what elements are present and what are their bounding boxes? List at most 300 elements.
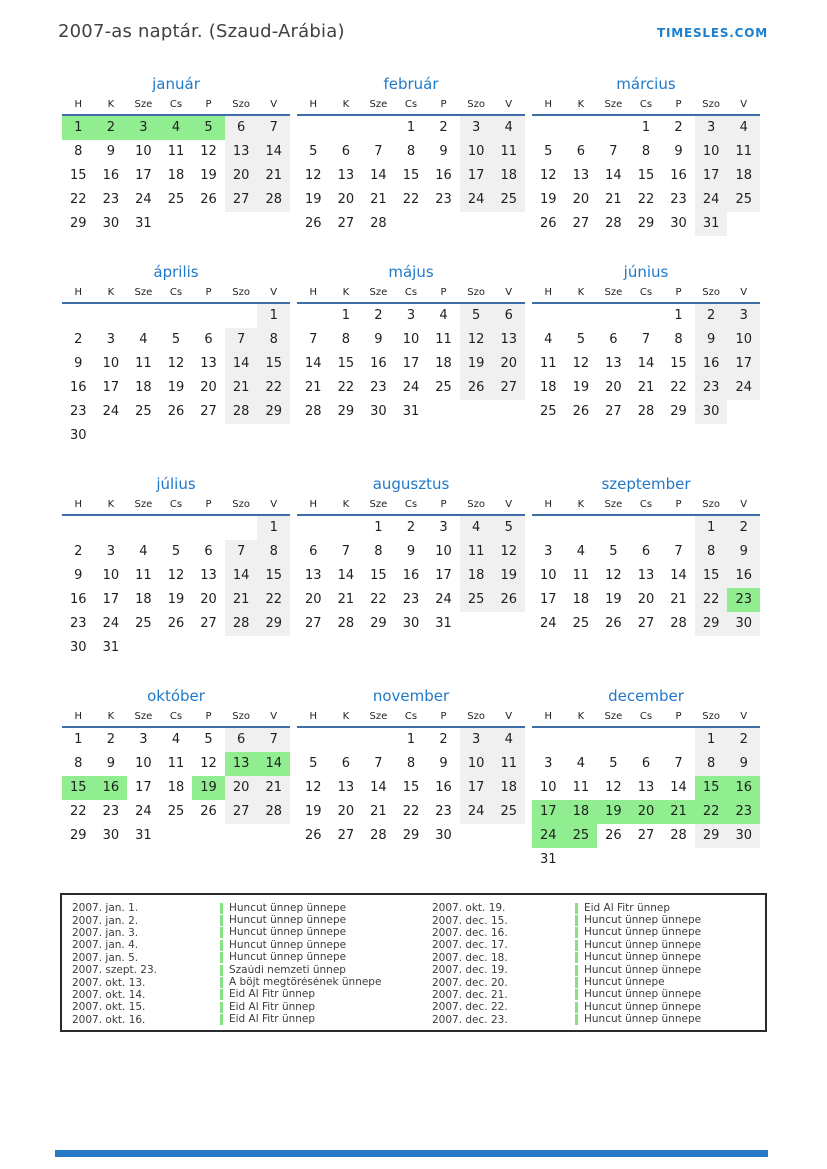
holiday-day-cell: 4 — [160, 116, 193, 140]
day-cell: 10 — [460, 140, 493, 164]
month-calendar-május — [297, 262, 525, 424]
legend-date: 2007. dec. 18. — [432, 951, 508, 964]
day-cell: 12 — [492, 540, 525, 564]
day-cell: 13 — [572, 168, 590, 183]
brand-link[interactable]: TIMESLES.COM — [656, 26, 768, 40]
day-cell — [127, 636, 160, 660]
day-cell: 16 — [727, 564, 760, 588]
month-title[interactable]: február — [383, 75, 439, 93]
day-cell: 30 — [370, 404, 387, 419]
day-cell: 3 — [439, 520, 448, 535]
week-row — [532, 376, 760, 400]
day-cell: 11 — [572, 780, 590, 795]
holiday-day-cell: 15 — [62, 776, 95, 800]
day-cell: 4 — [492, 728, 525, 752]
legend-date: 2007. dec. 15. — [432, 914, 508, 927]
day-cell: 6 — [341, 756, 350, 771]
week-row — [62, 164, 290, 188]
weekday-header: Szo — [232, 287, 250, 298]
legend-row — [72, 964, 765, 976]
day-cell: 11 — [727, 140, 760, 164]
weekday-header: H — [74, 99, 83, 110]
day-cell: 16 — [70, 380, 87, 395]
day-cell: 27 — [200, 404, 217, 419]
day-cell: 30 — [402, 616, 420, 631]
day-cell: 21 — [605, 192, 622, 207]
week-row — [532, 800, 760, 824]
day-cell: 9 — [727, 752, 760, 776]
legend-label: Huncut ünnep ünnepe — [575, 952, 765, 963]
day-cell: 20 — [605, 380, 622, 395]
day-cell: 12 — [540, 168, 557, 183]
day-cell: 12 — [460, 328, 493, 352]
month-title[interactable]: március — [616, 75, 676, 93]
week-row — [62, 400, 290, 424]
day-cell: 6 — [204, 544, 213, 559]
holiday-day-cell: 5 — [192, 116, 225, 140]
week-row — [62, 752, 290, 776]
day-cell: 11 — [135, 356, 152, 371]
week-row — [297, 516, 525, 540]
day-cell: 12 — [167, 356, 185, 371]
day-cell: 28 — [257, 800, 290, 824]
weekday-header: Cs — [404, 499, 418, 510]
day-cell: 10 — [102, 568, 120, 583]
day-cell: 22 — [257, 588, 290, 612]
day-cell: 5 — [204, 732, 213, 747]
day-cell: 19 — [305, 192, 322, 207]
day-cell: 17 — [402, 356, 420, 371]
legend-row — [72, 939, 765, 951]
month-title[interactable]: augusztus — [372, 475, 450, 493]
month-title[interactable]: október — [147, 687, 205, 705]
day-cell: 12 — [605, 568, 622, 583]
day-cell: 14 — [670, 568, 687, 583]
day-cell: 11 — [540, 356, 557, 371]
weekday-header: K — [577, 99, 585, 110]
day-cell: 5 — [609, 544, 618, 559]
weekday-header: Sze — [604, 287, 623, 298]
day-cell: 31 — [402, 404, 420, 419]
weekday-header: Sze — [134, 287, 153, 298]
day-cell: 8 — [257, 328, 290, 352]
weekday-header: H — [544, 711, 553, 722]
weekday-header: H — [309, 499, 318, 510]
day-cell: 9 — [695, 328, 728, 352]
week-row — [297, 164, 525, 188]
day-cell — [160, 636, 193, 660]
day-cell: 29 — [70, 216, 87, 231]
month-title[interactable]: április — [153, 263, 199, 281]
day-cell — [62, 304, 95, 328]
day-cell: 25 — [540, 404, 557, 419]
day-cell: 27 — [572, 216, 590, 231]
day-cell: 27 — [305, 616, 322, 631]
day-cell: 3 — [544, 756, 553, 771]
day-cell: 18 — [540, 380, 557, 395]
legend-date: 2007. jan. 3. — [72, 926, 139, 939]
day-cell: 7 — [609, 144, 618, 159]
legend-date: 2007. jan. 5. — [72, 951, 139, 964]
day-cell: 7 — [309, 332, 318, 347]
weekday-header: Szo — [702, 711, 720, 722]
month-calendar-január — [62, 74, 290, 236]
day-cell: 26 — [540, 216, 557, 231]
week-row — [532, 164, 760, 188]
legend-label: Huncut ünnep ünnepe — [575, 940, 765, 951]
weekday-header: Cs — [404, 711, 418, 722]
day-cell: 15 — [257, 352, 290, 376]
day-cell: 20 — [200, 592, 217, 607]
day-cell: 6 — [225, 116, 258, 140]
day-cell: 23 — [435, 192, 452, 207]
day-cell: 6 — [609, 332, 618, 347]
day-cell: 26 — [605, 828, 622, 843]
day-cell: 21 — [257, 164, 290, 188]
day-cell: 18 — [435, 356, 452, 371]
legend-date: 2007. szept. 23. — [72, 964, 157, 977]
weekday-header: H — [544, 287, 553, 298]
week-row — [62, 304, 290, 328]
month-title[interactable]: november — [372, 687, 450, 705]
day-cell: 9 — [74, 568, 83, 583]
week-row — [532, 328, 760, 352]
day-cell: 22 — [257, 376, 290, 400]
day-cell — [192, 304, 225, 328]
legend-date: 2007. jan. 4. — [72, 939, 139, 952]
day-cell: 25 — [135, 404, 152, 419]
day-cell: 22 — [637, 192, 655, 207]
day-cell: 17 — [540, 592, 557, 607]
day-cell: 29 — [70, 828, 87, 843]
day-cell: 1 — [74, 732, 83, 747]
legend-rows — [72, 902, 765, 1026]
day-cell: 5 — [576, 332, 585, 347]
holiday-day-cell: 14 — [257, 752, 290, 776]
day-cell — [492, 212, 525, 236]
day-cell: 18 — [167, 780, 185, 795]
day-cell — [362, 116, 395, 140]
legend-label: Huncut ünnep ünnepe — [220, 927, 432, 938]
day-cell: 15 — [670, 356, 687, 371]
day-cell — [160, 824, 193, 848]
weekday-header: V — [740, 711, 748, 722]
day-cell: 1 — [257, 304, 290, 328]
week-row — [62, 800, 290, 824]
weekday-header: Sze — [134, 711, 153, 722]
day-cell — [330, 116, 363, 140]
day-cell: 18 — [492, 776, 525, 800]
day-cell: 20 — [225, 776, 258, 800]
day-cell: 19 — [605, 592, 622, 607]
week-row — [297, 328, 525, 352]
month-title[interactable]: július — [156, 475, 196, 493]
holiday-day-cell: 23 — [727, 588, 760, 612]
day-cell: 4 — [576, 544, 585, 559]
week-row — [532, 848, 760, 872]
day-cell: 29 — [695, 612, 728, 636]
day-cell: 10 — [695, 140, 728, 164]
weekday-header: V — [505, 287, 513, 298]
weekday-header: P — [440, 287, 447, 298]
week-row — [532, 752, 760, 776]
day-cell — [362, 728, 395, 752]
day-cell: 27 — [637, 828, 655, 843]
day-cell — [492, 612, 525, 636]
week-row — [532, 776, 760, 800]
day-cell: 1 — [341, 308, 350, 323]
day-cell: 4 — [727, 116, 760, 140]
weekday-header-row — [62, 286, 290, 304]
week-row — [62, 116, 290, 140]
day-cell: 24 — [135, 804, 152, 819]
month-calendar-április — [62, 262, 290, 448]
month-title[interactable]: június — [623, 263, 669, 281]
day-cell — [192, 212, 225, 236]
day-cell: 9 — [106, 144, 115, 159]
legend-label: Eid Al Fitr ünnep — [220, 1002, 432, 1013]
day-cell: 9 — [439, 144, 448, 159]
weekday-header: V — [505, 711, 513, 722]
weekday-header: K — [577, 499, 585, 510]
day-cell: 31 — [540, 852, 557, 867]
week-row — [62, 212, 290, 236]
weekday-header: Sze — [134, 499, 153, 510]
week-row — [297, 540, 525, 564]
weekday-header: Szo — [467, 711, 485, 722]
day-cell — [727, 212, 760, 236]
day-cell — [597, 116, 630, 140]
day-cell: 15 — [257, 564, 290, 588]
day-cell — [95, 424, 128, 448]
day-cell: 4 — [171, 732, 181, 747]
day-cell: 11 — [572, 568, 590, 583]
weekday-header-row — [532, 710, 760, 728]
weekday-header: V — [270, 99, 278, 110]
day-cell: 23 — [670, 192, 687, 207]
day-cell: 26 — [200, 804, 217, 819]
day-cell: 11 — [460, 540, 493, 564]
week-row — [62, 376, 290, 400]
week-row — [297, 400, 525, 424]
day-cell: 28 — [225, 612, 258, 636]
day-cell: 24 — [460, 188, 493, 212]
month-title[interactable]: szeptember — [601, 475, 691, 493]
legend-row — [72, 914, 765, 926]
week-row — [532, 588, 760, 612]
month-calendar-december — [532, 686, 760, 872]
legend-row — [72, 1001, 765, 1013]
legend-label: Eid Al Fitr ünnep — [220, 989, 432, 1000]
day-cell: 3 — [727, 304, 760, 328]
day-cell: 2 — [74, 332, 83, 347]
day-cell: 20 — [305, 592, 322, 607]
week-row — [532, 352, 760, 376]
day-cell — [597, 516, 630, 540]
day-cell: 6 — [225, 728, 258, 752]
holiday-day-cell: 16 — [727, 776, 760, 800]
day-cell: 24 — [435, 592, 452, 607]
day-cell: 26 — [492, 588, 525, 612]
month-title[interactable]: január — [152, 75, 200, 93]
day-cell: 14 — [305, 356, 322, 371]
day-cell: 31 — [135, 216, 152, 231]
day-cell: 28 — [670, 616, 687, 631]
day-cell: 17 — [695, 164, 728, 188]
weekday-header: Szo — [702, 499, 720, 510]
day-cell: 24 — [102, 616, 120, 631]
day-cell: 19 — [167, 380, 185, 395]
day-cell: 4 — [439, 308, 448, 323]
day-cell: 6 — [641, 756, 651, 771]
day-cell: 19 — [167, 592, 185, 607]
day-cell: 2 — [695, 304, 728, 328]
day-cell: 2 — [106, 732, 115, 747]
legend-date: 2007. okt. 15. — [72, 1001, 146, 1014]
day-cell — [727, 848, 760, 872]
day-cell: 4 — [139, 544, 148, 559]
day-cell — [330, 516, 363, 540]
day-cell: 3 — [460, 728, 493, 752]
day-cell: 21 — [337, 592, 355, 607]
day-cell: 22 — [695, 588, 728, 612]
weekday-header: H — [544, 499, 553, 510]
day-cell: 22 — [402, 804, 420, 819]
page-title: 2007-as naptár. (Szaud-Arábia) — [58, 21, 345, 42]
day-cell: 29 — [257, 400, 290, 424]
weekday-header: K — [107, 287, 115, 298]
day-cell: 20 — [637, 592, 655, 607]
day-cell: 1 — [695, 728, 728, 752]
day-cell: 25 — [572, 616, 590, 631]
legend-date: 2007. okt. 13. — [72, 976, 146, 989]
weekday-header: K — [342, 287, 350, 298]
weekday-header: P — [440, 711, 447, 722]
weekday-header: Sze — [134, 99, 153, 110]
day-cell: 7 — [341, 544, 350, 559]
week-row — [297, 304, 525, 328]
day-cell: 28 — [257, 188, 290, 212]
day-cell — [127, 516, 160, 540]
week-row — [62, 612, 290, 636]
day-cell — [492, 824, 525, 848]
day-cell: 18 — [460, 564, 493, 588]
day-cell — [192, 424, 225, 448]
day-cell — [460, 400, 493, 424]
day-cell — [597, 728, 630, 752]
day-cell: 25 — [167, 804, 185, 819]
day-cell: 1 — [406, 120, 416, 135]
day-cell: 25 — [435, 380, 452, 395]
day-cell: 6 — [341, 144, 350, 159]
holiday-day-cell: 20 — [630, 800, 663, 824]
day-cell: 11 — [492, 752, 525, 776]
day-cell: 1 — [406, 732, 416, 747]
holiday-day-cell: 1 — [62, 116, 95, 140]
day-cell: 9 — [74, 356, 83, 371]
day-cell — [297, 304, 330, 328]
week-row — [297, 752, 525, 776]
day-cell: 10 — [402, 332, 420, 347]
day-cell: 19 — [572, 380, 590, 395]
day-cell: 12 — [200, 756, 217, 771]
week-row — [532, 728, 760, 752]
day-cell: 26 — [605, 616, 622, 631]
month-calendar-szeptember — [532, 474, 760, 636]
week-row — [297, 352, 525, 376]
legend-label: Huncut ünnep ünnepe — [575, 965, 765, 976]
weekday-header: K — [107, 499, 115, 510]
week-row — [62, 540, 290, 564]
day-cell: 2 — [439, 732, 448, 747]
day-cell: 17 — [435, 568, 452, 583]
month-title[interactable]: május — [388, 263, 434, 281]
weekday-header: V — [270, 287, 278, 298]
weekday-header: H — [309, 711, 318, 722]
weekday-header: P — [205, 499, 212, 510]
day-cell: 10 — [727, 328, 760, 352]
week-row — [532, 540, 760, 564]
day-cell — [160, 424, 193, 448]
holiday-day-cell: 18 — [565, 800, 598, 824]
day-cell: 28 — [670, 828, 687, 843]
day-cell: 6 — [576, 144, 585, 159]
day-cell: 25 — [135, 616, 152, 631]
day-cell: 14 — [370, 168, 387, 183]
day-cell — [95, 516, 128, 540]
day-cell: 21 — [225, 376, 258, 400]
week-row — [62, 352, 290, 376]
day-cell — [257, 824, 290, 848]
day-cell: 26 — [572, 404, 590, 419]
legend-date: 2007. dec. 20. — [432, 976, 508, 989]
month-title[interactable]: december — [608, 687, 684, 705]
day-cell: 17 — [460, 164, 493, 188]
day-cell: 11 — [492, 140, 525, 164]
day-cell: 31 — [135, 828, 152, 843]
weekday-header: V — [270, 711, 278, 722]
day-cell — [127, 304, 160, 328]
day-cell: 19 — [540, 192, 557, 207]
day-cell: 2 — [439, 120, 448, 135]
day-cell: 21 — [370, 804, 387, 819]
day-cell: 13 — [305, 568, 322, 583]
day-cell: 16 — [402, 568, 420, 583]
day-cell: 12 — [305, 780, 322, 795]
week-row — [62, 140, 290, 164]
day-cell — [532, 116, 565, 140]
day-cell: 20 — [200, 380, 217, 395]
day-cell: 12 — [305, 168, 322, 183]
day-cell: 23 — [402, 592, 420, 607]
day-cell: 28 — [370, 828, 387, 843]
month-calendar-november — [297, 686, 525, 848]
legend-date: 2007. dec. 19. — [432, 964, 508, 977]
legend-date: 2007. dec. 21. — [432, 988, 508, 1001]
day-cell: 4 — [492, 116, 525, 140]
day-cell: 30 — [695, 400, 728, 424]
day-cell: 22 — [337, 380, 355, 395]
day-cell: 16 — [370, 356, 387, 371]
month-calendar-október — [62, 686, 290, 848]
day-cell: 14 — [637, 356, 655, 371]
week-row — [532, 612, 760, 636]
day-cell: 26 — [167, 404, 185, 419]
legend-date: 2007. okt. 14. — [72, 988, 146, 1001]
day-cell: 16 — [435, 780, 452, 795]
day-cell: 24 — [135, 192, 152, 207]
legend-date: 2007. dec. 23. — [432, 1013, 508, 1026]
